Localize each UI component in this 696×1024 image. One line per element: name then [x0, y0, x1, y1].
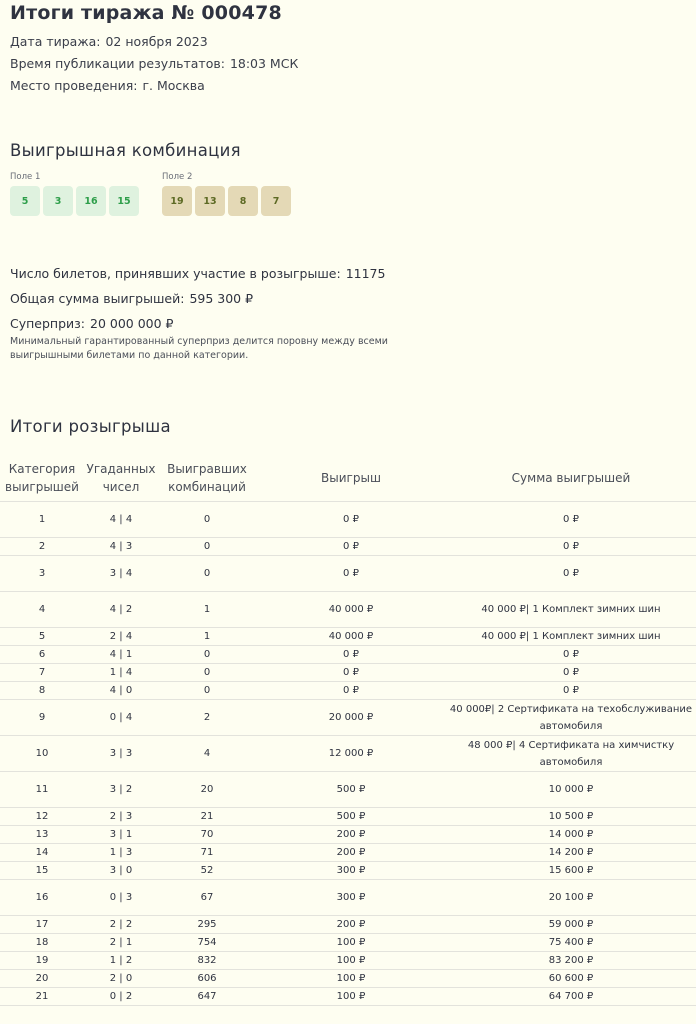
cell-category: 20	[0, 970, 84, 988]
cell-prize: 200 ₽	[256, 844, 446, 862]
field-2-number: 8	[228, 186, 258, 216]
table-row	[0, 736, 696, 772]
table-row	[0, 844, 696, 862]
header-combinations: Выигравших комбинаций	[158, 455, 256, 502]
cell-prize: 100 ₽	[256, 934, 446, 952]
cell-guessed: 3 | 2	[84, 772, 158, 808]
cell-combinations: 4	[158, 736, 256, 772]
cell-combinations: 606	[158, 970, 256, 988]
cell-total: 14 200 ₽	[446, 844, 696, 862]
cell-guessed: 4 | 0	[84, 682, 158, 700]
cell-prize: 500 ₽	[256, 772, 446, 808]
cell-category: 4	[0, 592, 84, 628]
cell-prize: 0 ₽	[256, 646, 446, 664]
cell-guessed: 4 | 2	[84, 592, 158, 628]
cell-guessed: 2 | 0	[84, 970, 158, 988]
cell-guessed: 2 | 4	[84, 628, 158, 646]
header-guessed: Угаданных чисел	[84, 455, 158, 502]
table-row	[0, 988, 696, 1006]
field-1-number: 15	[109, 186, 139, 216]
cell-total: 15 600 ₽	[446, 862, 696, 880]
cell-combinations: 0	[158, 538, 256, 556]
cell-total: 0 ₽	[446, 664, 696, 682]
cell-category: 15	[0, 862, 84, 880]
cell-total: 40 000 ₽| 1 Комплект зимних шин	[446, 628, 696, 646]
cell-prize: 12 000 ₽	[256, 736, 446, 772]
cell-category: 18	[0, 934, 84, 952]
cell-combinations: 52	[158, 862, 256, 880]
cell-guessed: 2 | 1	[84, 934, 158, 952]
cell-category: 5	[0, 628, 84, 646]
cell-prize: 300 ₽	[256, 862, 446, 880]
table-row	[0, 700, 696, 736]
table-row	[0, 862, 696, 880]
table-row	[0, 664, 696, 682]
cell-category: 13	[0, 826, 84, 844]
draw-location-value: г. Москва	[142, 78, 205, 93]
table-row	[0, 592, 696, 628]
publication-time-label: Время публикации результатов:	[10, 56, 225, 71]
cell-prize: 100 ₽	[256, 952, 446, 970]
total-winnings-label: Общая сумма выигрышей:	[10, 291, 185, 306]
cell-category: 2	[0, 538, 84, 556]
cell-guessed: 0 | 4	[84, 700, 158, 736]
cell-combinations: 0	[158, 682, 256, 700]
cell-total: 0 ₽	[446, 682, 696, 700]
field-2-number: 19	[162, 186, 192, 216]
superprize-label: Суперприз:	[10, 316, 86, 331]
table-row	[0, 952, 696, 970]
cell-total: 10 500 ₽	[446, 808, 696, 826]
superprize-value: 20 000 000 ₽	[90, 316, 174, 331]
page-title: Итоги тиража № 000478	[10, 2, 282, 24]
cell-category: 12	[0, 808, 84, 826]
cell-prize: 0 ₽	[256, 538, 446, 556]
tickets-count-label: Число билетов, принявших участие в розыгрыше:	[10, 266, 341, 281]
cell-combinations: 0	[158, 664, 256, 682]
cell-combinations: 295	[158, 916, 256, 934]
cell-category: 1	[0, 502, 84, 538]
cell-total: 83 200 ₽	[446, 952, 696, 970]
header-prize: Выигрыш	[256, 455, 446, 502]
publication-time-value: 18:03 МСК	[229, 56, 299, 71]
table-row	[0, 934, 696, 952]
cell-guessed: 2 | 3	[84, 808, 158, 826]
total-winnings	[10, 291, 253, 306]
cell-prize: 0 ₽	[256, 664, 446, 682]
cell-guessed: 4 | 4	[84, 502, 158, 538]
cell-category: 10	[0, 736, 84, 772]
cell-prize: 20 000 ₽	[256, 700, 446, 736]
cell-combinations: 67	[158, 880, 256, 916]
tickets-count-value: 11175	[345, 266, 386, 281]
cell-combinations: 754	[158, 934, 256, 952]
cell-guessed: 1 | 4	[84, 664, 158, 682]
field-2-number: 13	[195, 186, 225, 216]
cell-prize: 200 ₽	[256, 916, 446, 934]
field-2-label: Поле 2	[162, 172, 193, 182]
cell-total: 0 ₽	[446, 538, 696, 556]
field-1	[10, 172, 139, 216]
cell-category: 3	[0, 556, 84, 592]
field-1-label: Поле 1	[10, 172, 41, 182]
table-row	[0, 970, 696, 988]
cell-total: 75 400 ₽	[446, 934, 696, 952]
cell-prize: 100 ₽	[256, 988, 446, 1006]
cell-guessed: 0 | 3	[84, 880, 158, 916]
cell-total: 20 100 ₽	[446, 880, 696, 916]
cell-prize: 40 000 ₽	[256, 592, 446, 628]
table-row	[0, 502, 696, 538]
table-row	[0, 646, 696, 664]
cell-combinations: 2	[158, 700, 256, 736]
superprize-note: Минимальный гарантированный суперприз делится поровну между всеми выигрышными билетами по данной категории.	[10, 336, 388, 361]
field-1-number: 5	[10, 186, 40, 216]
cell-combinations: 20	[158, 772, 256, 808]
cell-guessed: 1 | 2	[84, 952, 158, 970]
table-row	[0, 808, 696, 826]
cell-total: 59 000 ₽	[446, 916, 696, 934]
cell-category: 7	[0, 664, 84, 682]
cell-combinations: 0	[158, 502, 256, 538]
table-row	[0, 556, 696, 592]
cell-category: 8	[0, 682, 84, 700]
cell-guessed: 3 | 1	[84, 826, 158, 844]
cell-category: 11	[0, 772, 84, 808]
cell-category: 17	[0, 916, 84, 934]
cell-combinations: 70	[158, 826, 256, 844]
cell-total: 60 600 ₽	[446, 970, 696, 988]
table-row	[0, 826, 696, 844]
cell-combinations: 1	[158, 592, 256, 628]
draw-location-label: Место проведения:	[10, 78, 138, 93]
winning-combination-title: Выигрышная комбинация	[10, 141, 241, 160]
cell-combinations: 647	[158, 988, 256, 1006]
cell-category: 6	[0, 646, 84, 664]
table-row	[0, 916, 696, 934]
cell-category: 19	[0, 952, 84, 970]
cell-guessed: 1 | 3	[84, 844, 158, 862]
cell-guessed: 3 | 3	[84, 736, 158, 772]
results-table-header	[0, 455, 696, 502]
cell-guessed: 4 | 1	[84, 646, 158, 664]
cell-combinations: 0	[158, 556, 256, 592]
cell-total: 14 000 ₽	[446, 826, 696, 844]
cell-total: 0 ₽	[446, 502, 696, 538]
header-category: Категория выигрышей	[0, 455, 84, 502]
cell-total: 64 700 ₽	[446, 988, 696, 1006]
draw-location	[10, 78, 205, 93]
table-row	[0, 538, 696, 556]
cell-total: 40 000₽| 2 Сертификата на техобслуживание автомобиля	[446, 700, 696, 736]
cell-prize: 100 ₽	[256, 970, 446, 988]
cell-prize: 40 000 ₽	[256, 628, 446, 646]
cell-guessed: 4 | 3	[84, 538, 158, 556]
cell-prize: 200 ₽	[256, 826, 446, 844]
table-row	[0, 682, 696, 700]
cell-prize: 500 ₽	[256, 808, 446, 826]
cell-total: 0 ₽	[446, 556, 696, 592]
cell-category: 16	[0, 880, 84, 916]
cell-combinations: 1	[158, 628, 256, 646]
publication-time	[10, 56, 298, 71]
cell-category: 21	[0, 988, 84, 1006]
cell-combinations: 0	[158, 646, 256, 664]
cell-combinations: 21	[158, 808, 256, 826]
cell-total: 0 ₽	[446, 646, 696, 664]
cell-prize: 0 ₽	[256, 682, 446, 700]
header-total: Сумма выигрышей	[446, 455, 696, 502]
draw-date-label: Дата тиража:	[10, 34, 101, 49]
cell-guessed: 2 | 2	[84, 916, 158, 934]
tickets-count	[10, 266, 385, 281]
table-row	[0, 628, 696, 646]
cell-total: 10 000 ₽	[446, 772, 696, 808]
cell-combinations: 832	[158, 952, 256, 970]
cell-total: 40 000 ₽| 1 Комплект зимних шин	[446, 592, 696, 628]
field-2-number: 7	[261, 186, 291, 216]
cell-guessed: 0 | 2	[84, 988, 158, 1006]
table-row	[0, 772, 696, 808]
cell-category: 9	[0, 700, 84, 736]
cell-category: 14	[0, 844, 84, 862]
results-title: Итоги розыгрыша	[10, 417, 171, 436]
cell-guessed: 3 | 4	[84, 556, 158, 592]
superprize	[10, 316, 174, 331]
cell-guessed: 3 | 0	[84, 862, 158, 880]
cell-prize: 0 ₽	[256, 556, 446, 592]
table-row	[0, 880, 696, 916]
total-winnings-value: 595 300 ₽	[189, 291, 254, 306]
field-1-number: 3	[43, 186, 73, 216]
cell-combinations: 71	[158, 844, 256, 862]
field-2	[162, 172, 291, 216]
draw-date	[10, 34, 208, 49]
cell-prize: 0 ₽	[256, 502, 446, 538]
cell-total: 48 000 ₽| 4 Сертификата на химчистку автомобиля	[446, 736, 696, 772]
draw-date-value: 02 ноября 2023	[105, 34, 208, 49]
field-1-number: 16	[76, 186, 106, 216]
cell-prize: 300 ₽	[256, 880, 446, 916]
results-table	[0, 455, 696, 1006]
